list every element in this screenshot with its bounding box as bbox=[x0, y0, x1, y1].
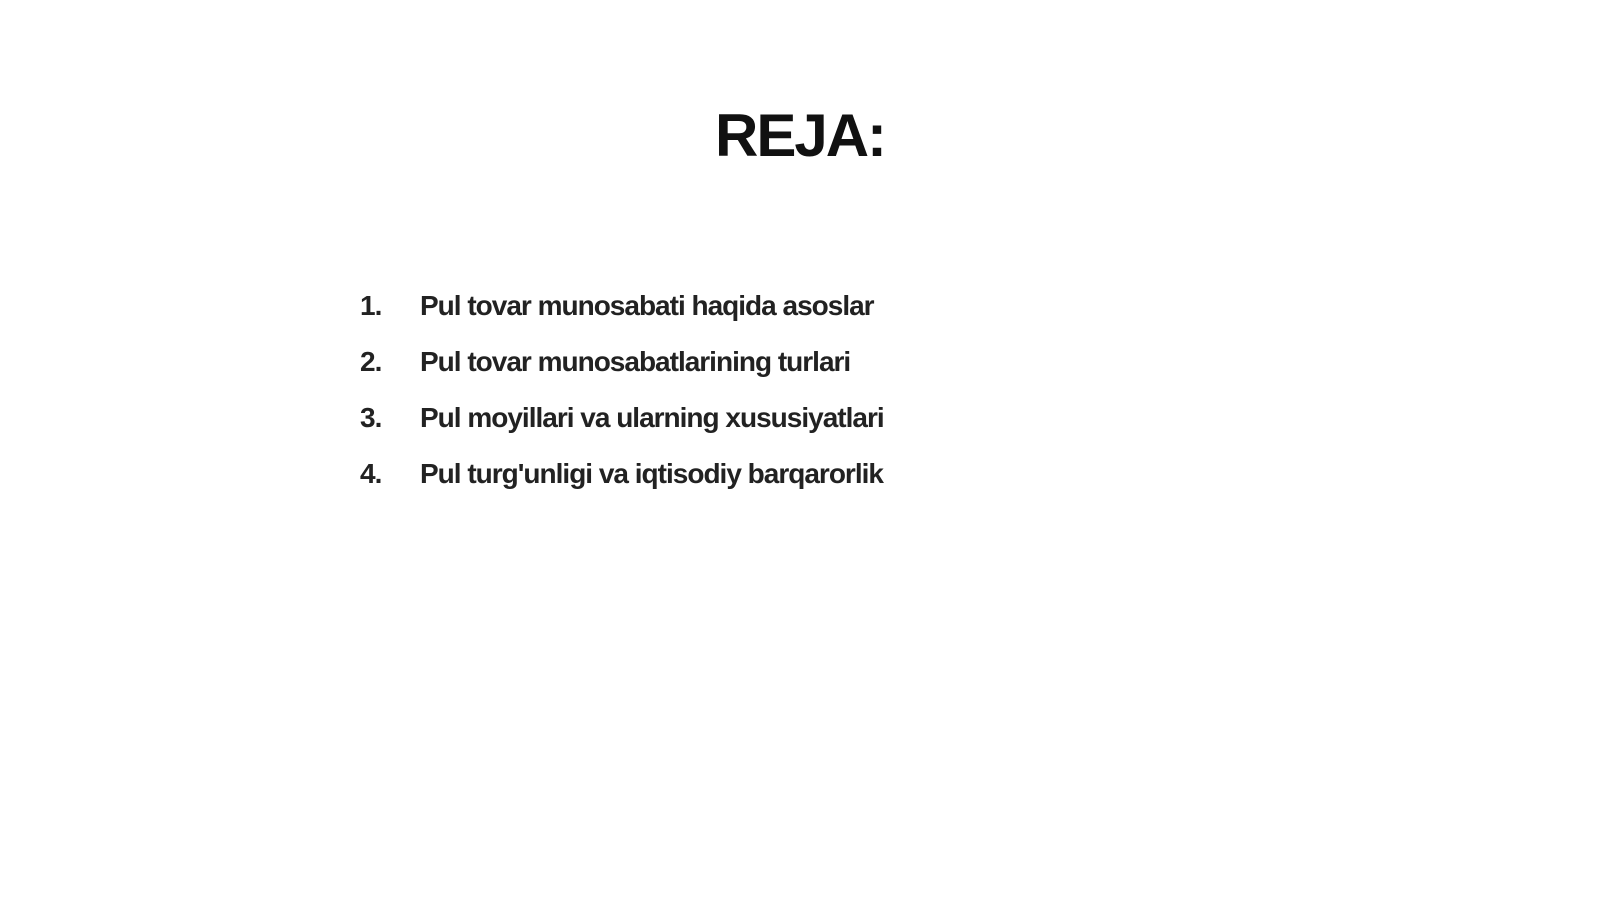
plan-list bbox=[360, 290, 884, 514]
slide-title: REJA: bbox=[714, 102, 886, 169]
plan-item-number: 4. bbox=[360, 458, 382, 489]
plan-item-text: Pul turg'unligi va iqtisodiy barqarorlik bbox=[420, 458, 883, 489]
plan-item bbox=[360, 402, 884, 458]
plan-item-text: Pul moyillari va ularning xususiyatlari bbox=[420, 402, 884, 433]
plan-item-number: 3. bbox=[360, 402, 382, 433]
plan-item-text: Pul tovar munosabatlarining turlari bbox=[420, 346, 851, 377]
plan-item bbox=[360, 346, 884, 402]
plan-item-number: 2. bbox=[360, 346, 382, 377]
plan-item-number: 1. bbox=[360, 290, 382, 321]
plan-item-text: Pul tovar munosabati haqida asoslar bbox=[420, 290, 874, 321]
plan-item bbox=[360, 290, 884, 346]
plan-item bbox=[360, 458, 884, 514]
